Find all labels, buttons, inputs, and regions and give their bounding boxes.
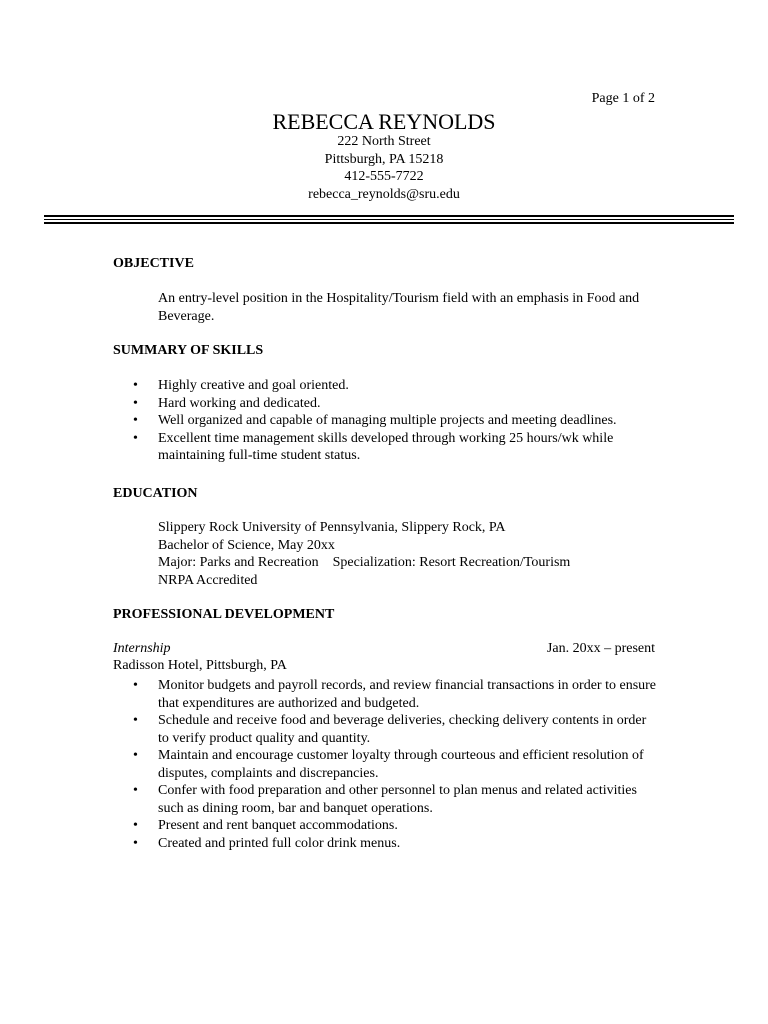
list-item: • Monitor budgets and payroll records, and review financial transactions in order to ensure that expenditures are authorized and budgeted.: [113, 677, 658, 712]
email-address: rebecca_reynolds@sru.edu: [308, 186, 460, 202]
duties-list: [113, 677, 658, 852]
header-divider-bottom: [44, 222, 734, 224]
list-item: • Confer with food preparation and other personnel to plan menus and related activities such as dining room, bar and banquet operations.: [113, 782, 658, 817]
accreditation: NRPA Accredited: [158, 572, 258, 588]
education-heading: EDUCATION: [113, 486, 198, 501]
objective-text: An entry-level position in the Hospitality/Tourism field with an emphasis in Food and Beverage.: [158, 291, 640, 324]
skills-list: [113, 377, 658, 465]
degree: Bachelor of Science, May 20xx: [158, 537, 335, 553]
list-item: • Present and rent banquet accommodations.: [113, 817, 658, 835]
list-item: • Maintain and encourage customer loyalty through courteous and efficient resolution of disputes, complaints and discrepancies.: [113, 747, 658, 782]
header-divider-top: [44, 215, 734, 217]
street-address: 222 North Street: [337, 134, 431, 149]
list-item: • Created and printed full color drink menus.: [113, 835, 658, 853]
header-divider-middle: [44, 219, 734, 220]
job-role: Internship: [113, 641, 171, 656]
list-item: • Schedule and receive food and beverage deliveries, checking delivery contents in order to verify product quality and quantity.: [113, 712, 658, 747]
page-number: Page 1 of 2: [591, 91, 655, 106]
school-name: Slippery Rock University of Pennsylvania, Slippery Rock, PA: [158, 520, 506, 535]
list-item: • Hard working and dedicated.: [113, 395, 658, 413]
employer: Radisson Hotel, Pittsburgh, PA: [113, 658, 287, 673]
professional-heading: PROFESSIONAL DEVELOPMENT: [113, 607, 335, 622]
list-item: • Well organized and capable of managing multiple projects and meeting deadlines.: [113, 412, 658, 430]
list-item: • Highly creative and goal oriented.: [113, 377, 658, 395]
job-dates: Jan. 20xx – present: [546, 641, 655, 656]
list-item: • Excellent time management skills developed through working 25 hours/wk while maintaining full-time student status.: [113, 430, 658, 465]
phone-number: 412-555-7722: [344, 169, 424, 184]
city-state-zip: Pittsburgh, PA 15218: [324, 151, 444, 167]
candidate-name: REBECCA REYNOLDS: [272, 109, 496, 134]
major-specialization: Major: Parks and Recreation Specialization: Resort Recreation/Tourism: [158, 555, 571, 570]
skills-heading: SUMMARY OF SKILLS: [113, 343, 264, 358]
objective-heading: OBJECTIVE: [113, 256, 194, 271]
education-block: [158, 519, 570, 589]
contact-block: [0, 133, 768, 203]
